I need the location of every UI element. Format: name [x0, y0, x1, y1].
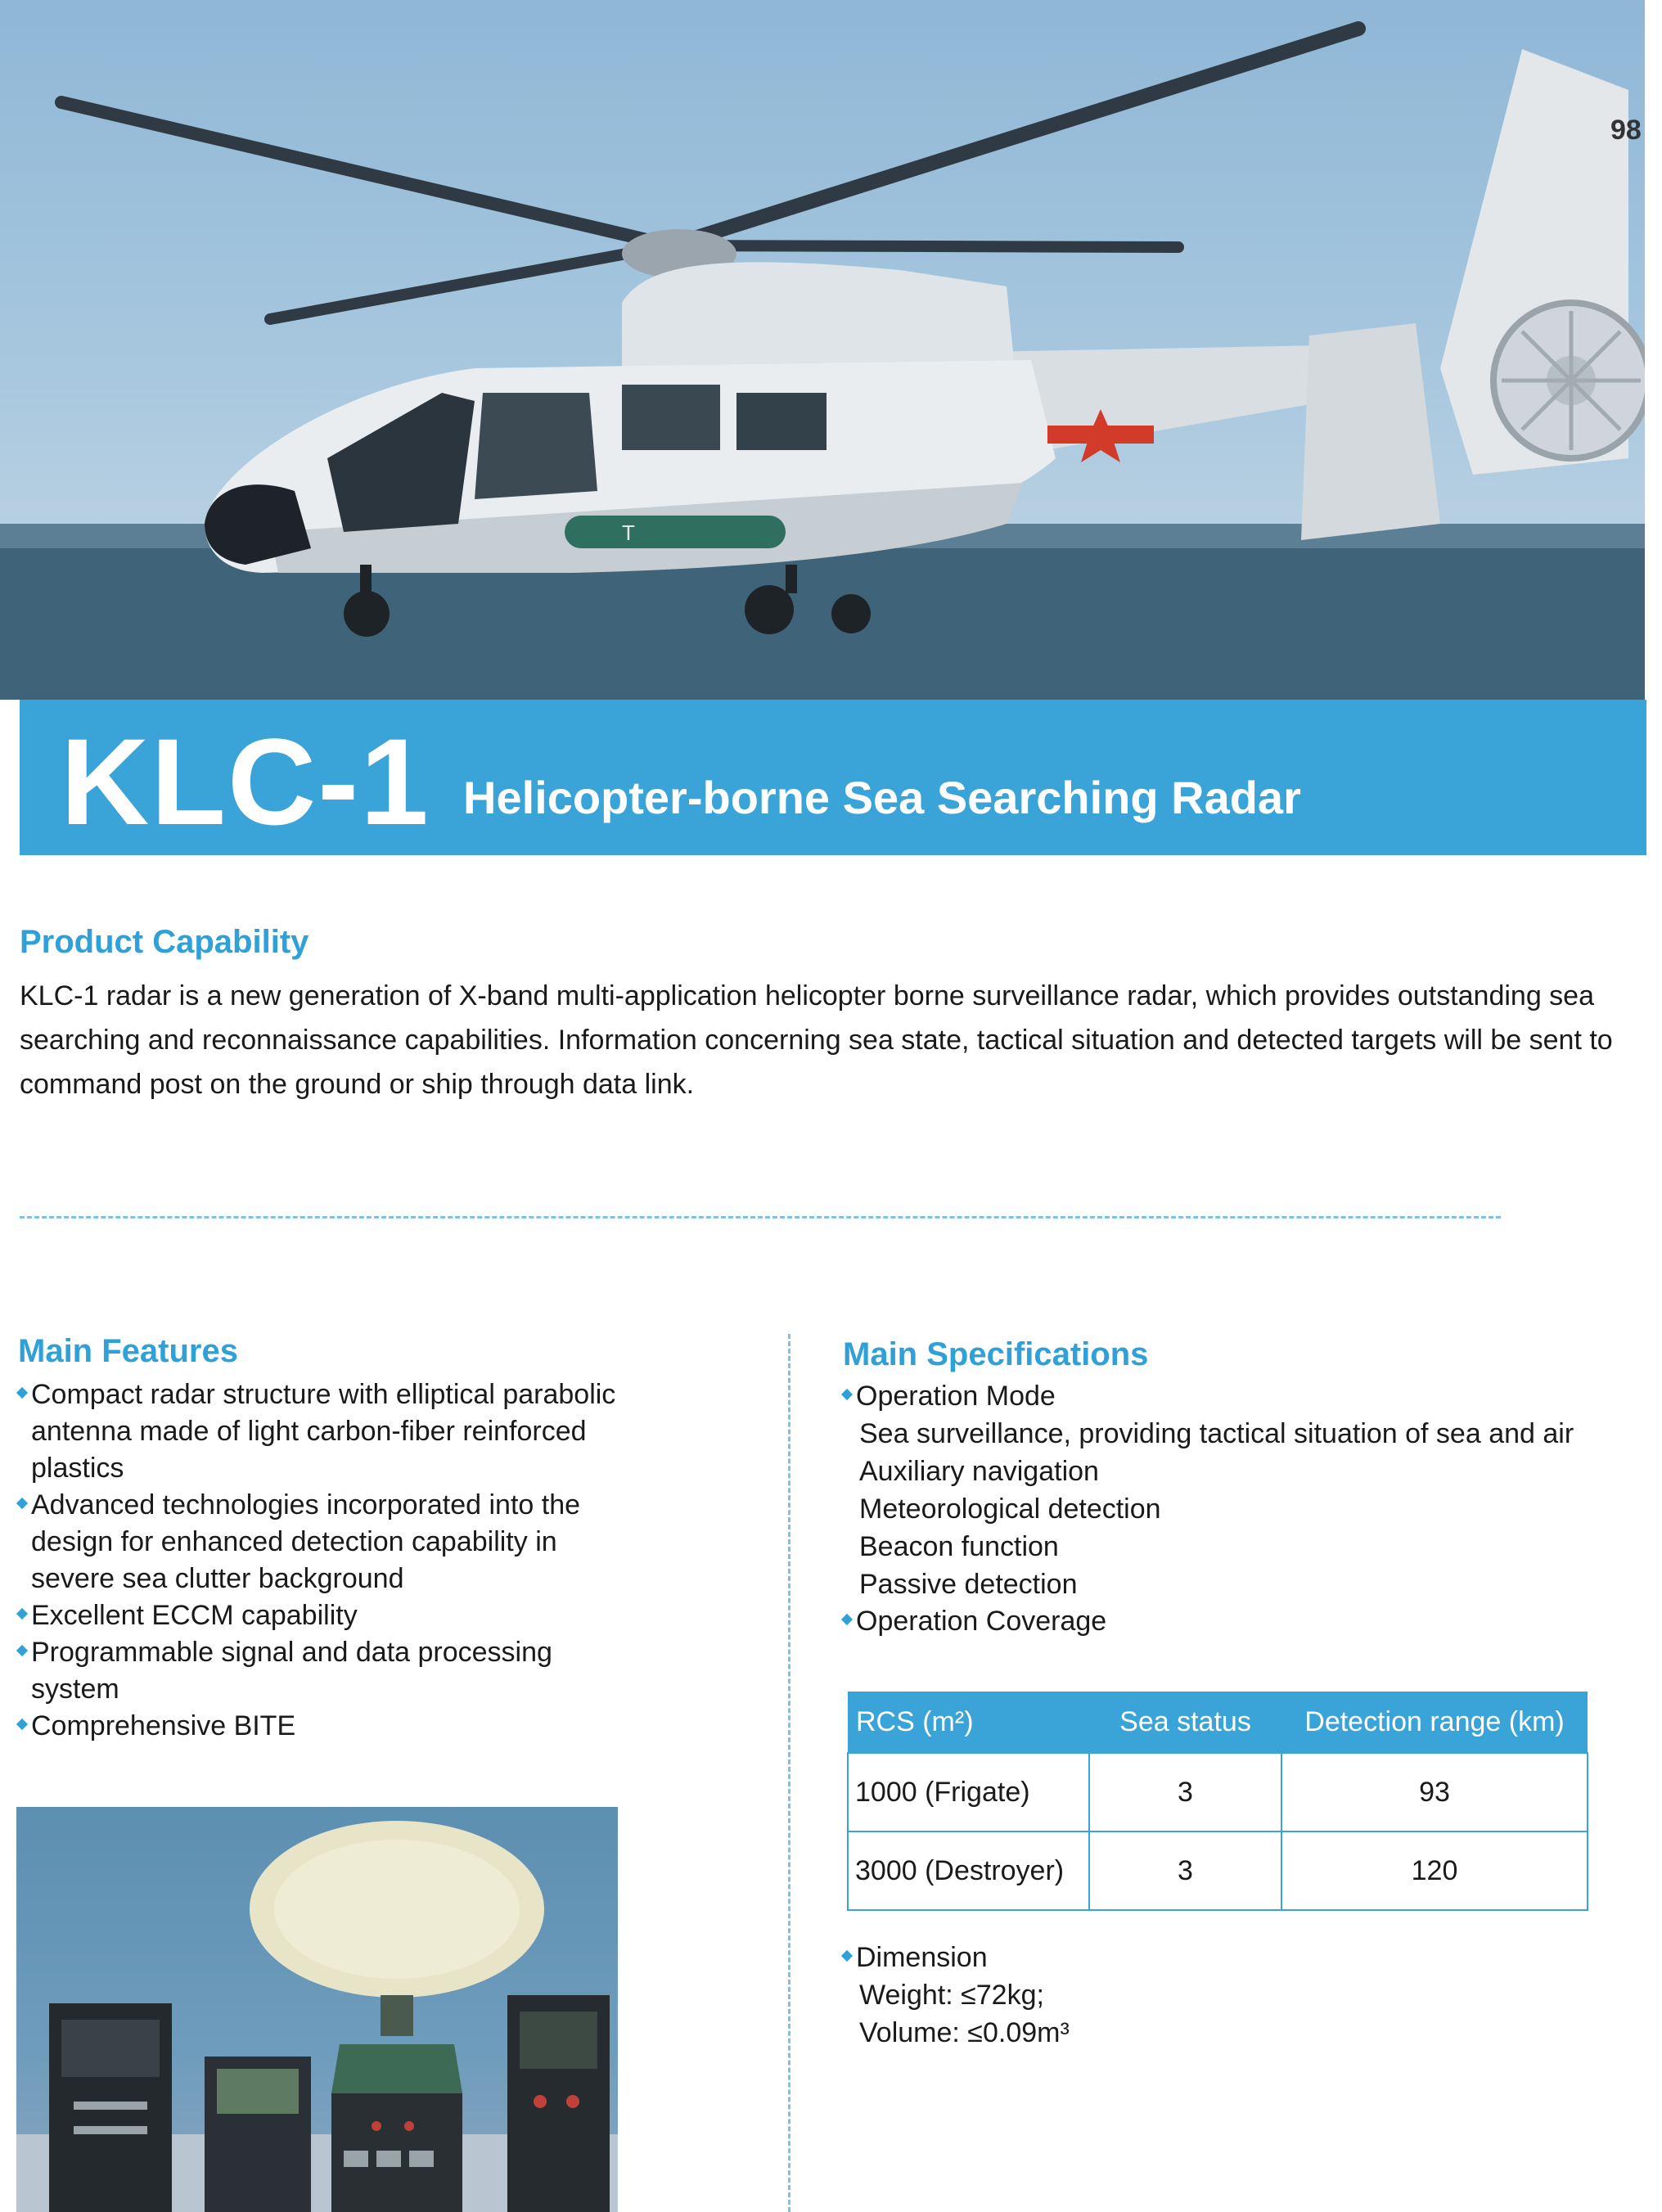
diamond-bullet-icon — [16, 1645, 28, 1656]
features-heading: Main Features — [18, 1333, 238, 1369]
table-cell: 120 — [1281, 1831, 1588, 1910]
list-item: Comprehensive BITE — [18, 1708, 624, 1745]
helicopter-illustration — [0, 0, 1645, 700]
operation-mode-item: Auxiliary navigation — [859, 1456, 1099, 1487]
table-cell: 3 — [1089, 1753, 1281, 1831]
diamond-bullet-icon — [841, 1389, 853, 1400]
specs-heading: Main Specifications — [843, 1336, 1149, 1372]
list-item: Excellent ECCM capability — [18, 1597, 624, 1634]
title-banner — [20, 700, 1646, 855]
dimension-label: Dimension — [843, 1939, 1579, 1976]
radar-equipment-illustration — [16, 1807, 618, 2212]
diamond-bullet-icon — [16, 1387, 28, 1399]
operation-mode-item: Meteorological detection — [859, 1493, 1161, 1525]
column-header: Detection range (km) — [1281, 1692, 1588, 1753]
table-cell: 93 — [1281, 1753, 1588, 1831]
torpedo-marking: T — [622, 520, 635, 545]
table-cell: 3000 (Destroyer) — [848, 1831, 1089, 1910]
diamond-bullet-icon — [16, 1719, 28, 1730]
features-list — [18, 1376, 624, 1745]
column-header: RCS (m²) — [848, 1692, 1089, 1753]
dimension-block — [843, 1939, 1579, 2052]
diamond-bullet-icon — [16, 1498, 28, 1509]
table-header-row — [848, 1692, 1588, 1753]
operation-mode-label: Operation Mode — [843, 1378, 1645, 1415]
operation-coverage-label: Operation Coverage — [843, 1603, 1645, 1640]
operation-mode-item: Sea surveillance, providing tactical situation of sea and air — [859, 1418, 1574, 1449]
list-item: Compact radar structure with elliptical parabolic antenna made of light carbon-fiber reinforced plastics — [18, 1376, 624, 1487]
weight-value: Weight: ≤72kg; — [859, 1980, 1044, 2011]
tail-number: 98 — [1610, 115, 1642, 146]
table-cell: 3 — [1089, 1831, 1281, 1910]
capability-heading: Product Capability — [20, 924, 309, 960]
list-item: Programmable signal and data processing system — [18, 1634, 624, 1708]
capability-text: KLC-1 radar is a new generation of X-band multi-application helicopter borne surveillance radar, which provides outstanding sea searching and reconnaissance capabilities. Information concerning sea state, tactical situation and detected targets will be sent to command post on the ground or ship through data link. — [20, 980, 1613, 1100]
section-divider — [20, 1216, 1501, 1219]
table-row — [848, 1831, 1588, 1910]
product-model: KLC-1 — [61, 713, 430, 850]
operation-mode-block — [843, 1378, 1645, 1640]
list-item: Advanced technologies incorporated into the design for enhanced detection capability in severe sea clutter background — [18, 1487, 624, 1597]
volume-value: Volume: ≤0.09m³ — [859, 2017, 1070, 2048]
operation-mode-item: Beacon function — [859, 1531, 1059, 1562]
radar-equipment-photo — [16, 1807, 618, 2212]
table-row — [848, 1753, 1588, 1831]
table-cell: 1000 (Frigate) — [848, 1753, 1089, 1831]
column-header: Sea status — [1089, 1692, 1281, 1753]
operation-mode-item: Passive detection — [859, 1569, 1078, 1600]
product-subtitle: Helicopter-borne Sea Searching Radar — [463, 772, 1301, 823]
diamond-bullet-icon — [841, 1614, 853, 1625]
coverage-table — [847, 1692, 1588, 1911]
column-divider — [788, 1334, 790, 2212]
hero-photo — [0, 0, 1645, 700]
diamond-bullet-icon — [16, 1608, 28, 1620]
diamond-bullet-icon — [841, 1950, 853, 1962]
